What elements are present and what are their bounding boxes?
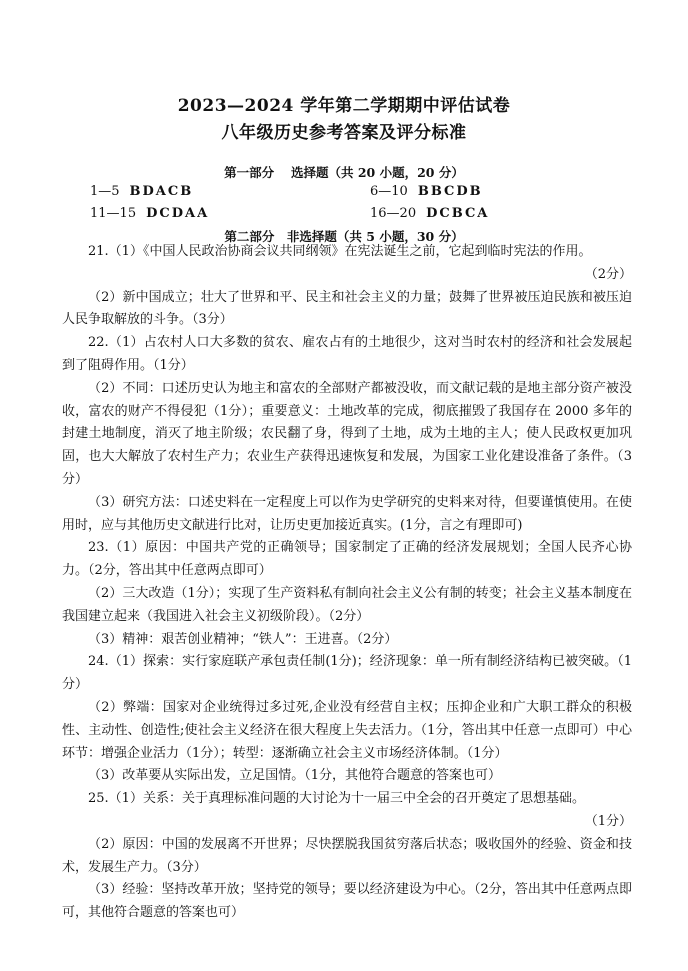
q22-3: （3）研究方法：口述史料在一定程度上可以作为史学研究的史料来对待，但要谨慎使用。在使用时，应与其他历史文献进行比对，让历史更加接近真实。(1分，言之有理即可) <box>62 494 632 533</box>
q23-3: （3）精神：艰苦创业精神；“铁人”：王进喜。（2分） <box>88 631 398 647</box>
q24-2: （2）弊端：国家对企业统得过多过死,企业没有经营自主权；压抑企业和广大职工群众的积极性、主动性、创造性;使社会主义经济在很大程度上失去活力。（1分，答出其中任意一点即可）中心环节：增强企业活力（1分）；转型：逐渐确立社会主义市场经济体制。（1分） <box>62 699 632 761</box>
q23-2: （2）三大改造（1分）；实现了生产资料私有制向社会主义公有制的转变；社会主义基本制度在我国建立起来（我国进入社会主义初级阶段）。（2分） <box>62 585 632 624</box>
mc-row-1-5 <box>90 184 193 199</box>
mc-range: 1—5 <box>90 184 120 199</box>
q25-1-score: （1分） <box>584 813 632 829</box>
mc-range: 16—20 <box>370 206 417 221</box>
mc-row-11-15 <box>90 206 209 221</box>
q21-2: （2）新中国成立；壮大了世界和平、民主和社会主义的力量；鼓舞了世界被压迫民族和被压迫人民争取解放的斗争。（3分） <box>62 289 632 328</box>
exam-title: 2023—2024 学年第二学期期中评估试卷 <box>177 96 511 116</box>
answer-body <box>62 241 632 925</box>
mc-answers: DCDAA <box>146 206 210 221</box>
mc-answers: BDACB <box>129 184 194 199</box>
q24-3: （3）改革要从实际出发，立足国情。（1分，其他符合题意的答案也可） <box>88 768 502 784</box>
q25-1: 25.（1）关系：关于真理标准问题的大讨论为十一届三中全会的召开奠定了思想基础。 <box>88 791 585 807</box>
q25-3: （3）经验：坚持改革开放；坚持党的领导；要以经济建设为中心。（2分，答出其中任意两点即可，其他符合题意的答案也可） <box>62 882 632 921</box>
q22-1: 22.（1）占农村人口大多数的贫农、雇农占有的土地很少，这对当时农村的经济和社会发展起到了阻碍作用。（1分） <box>62 335 632 373</box>
mc-answers: DCBCA <box>426 206 490 221</box>
q21-1: 21.（1）《中国人民政治协商会议共同纲领》在宪法诞生之前，它起到临时宪法的作用。 <box>88 244 592 259</box>
q21-1-score: （2分） <box>584 266 632 282</box>
part2-heading: 第二部分 非选择题（共 5 小题，30 分） <box>224 229 464 244</box>
mc-row-16-20 <box>370 206 489 221</box>
q23-1: 23.（1）原因：中国共产党的正确领导；国家制定了正确的经济发展规划；全国人民齐心协力。（2分，答出其中任意两点即可） <box>62 540 632 579</box>
q25-2: （2）原因：中国的发展离不开世界；尽快摆脱我国贫穷落后状态；吸收国外的经验、资金和技术，发展生产力。（3分） <box>62 836 632 875</box>
exam-subtitle: 八年级历史参考答案及评分标准 <box>221 123 467 143</box>
mc-answers: BBCDB <box>417 184 483 199</box>
mc-row-6-10 <box>370 184 483 199</box>
mc-range: 11—15 <box>90 206 137 221</box>
q24-1: 24.（1）探索：实行家庭联产承包责任制(1分)；经济现象：单一所有制经济结构已被突破。（1分） <box>62 654 632 693</box>
part1-heading: 第一部分 选择题（共 20 小题，20 分） <box>224 165 464 180</box>
q22-2: （2）不同：口述历史认为地主和富农的全部财产都被没收，而文献记载的是地主部分资产被没收，富农的财产不得侵犯（1分）；重要意义：土地改革的完成，彻底摧毁了我国存在 2000 多年的封建土地制度，消灭了地主阶级；农民翻了身，得到了土地，成为土地的主人；使人民政权更加巩固，也大大解放了农村生产力；农业生产获得迅速恢复和发展，为国家工业化建设准备了条件。（3分） <box>62 380 632 487</box>
mc-range: 6—10 <box>370 184 408 199</box>
